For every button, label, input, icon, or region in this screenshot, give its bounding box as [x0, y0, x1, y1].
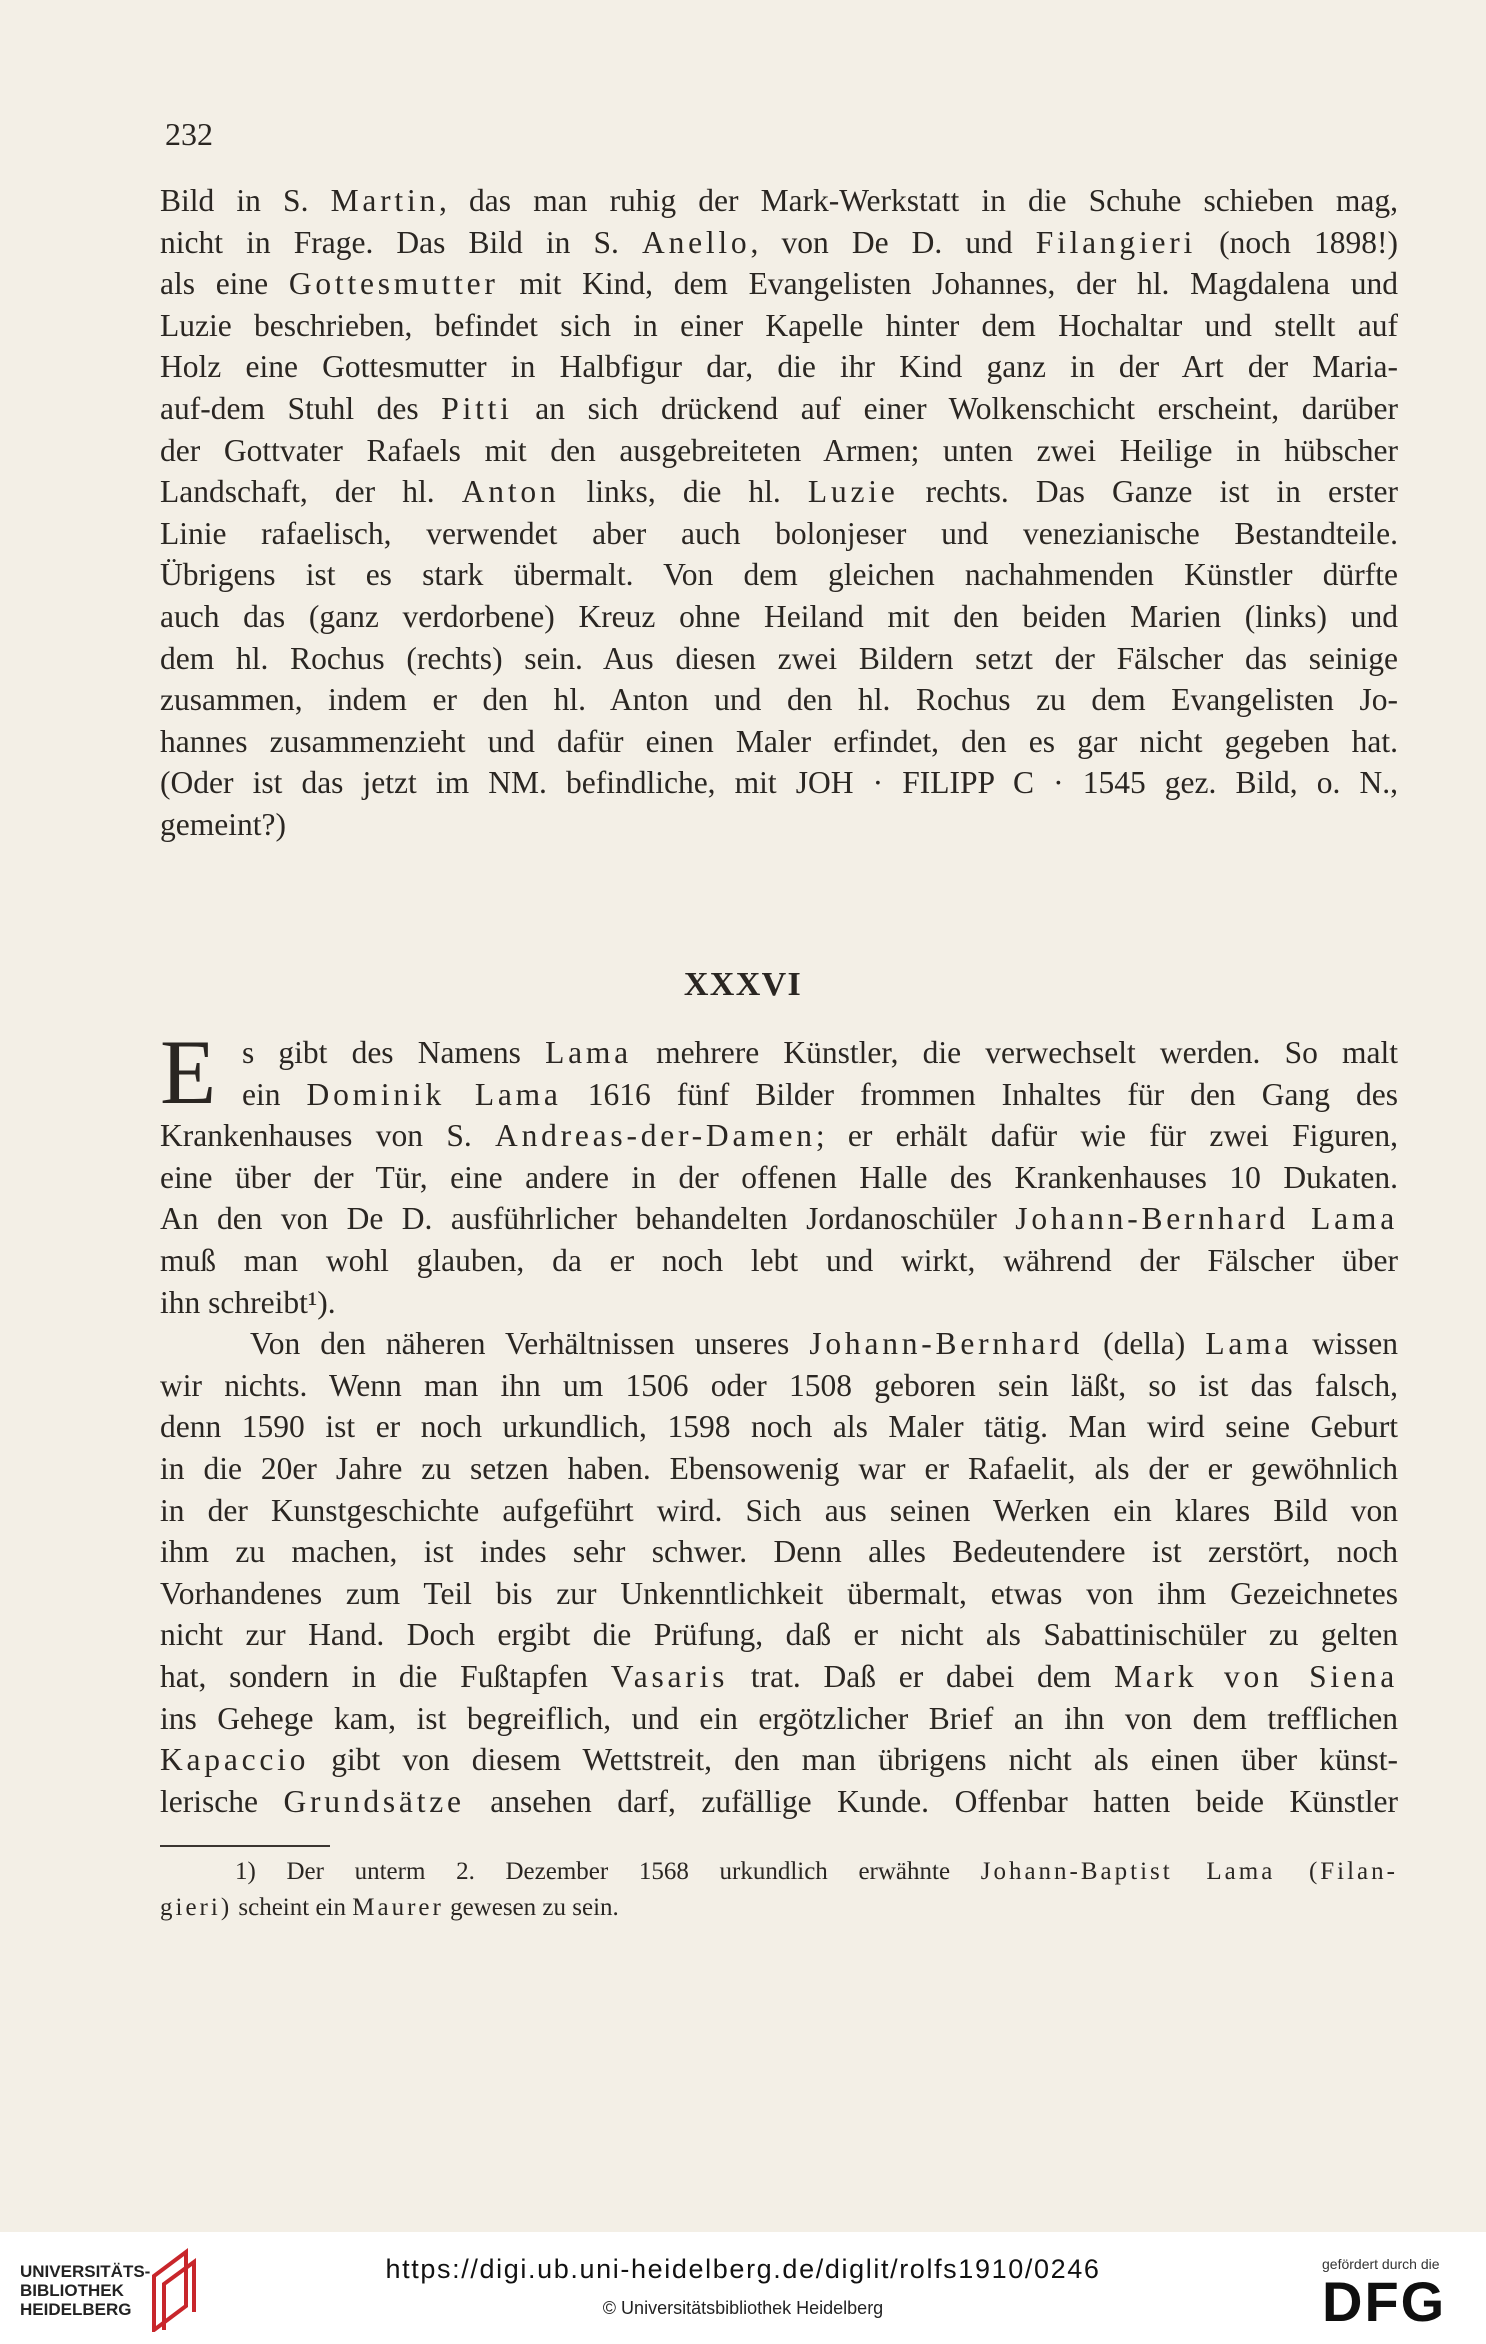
- dfg-logo: DFG: [1322, 2270, 1447, 2333]
- text-line: in der Kunstgeschichte aufgeführt wird. Sich aus seinen Werken ein klares Bild von: [160, 1492, 1398, 1528]
- funder-caption: gefördert durch die: [1322, 2256, 1440, 2272]
- text-line: in die 20er Jahre zu setzen haben. Ebensowenig war er Rafaelit, als der er gewöhnlich: [160, 1450, 1398, 1486]
- text-line: Luzie beschrieben, befindet sich in einer Kapelle hinter dem Hochaltar und stellt auf: [160, 307, 1398, 343]
- spaced-name: Gottesmutter: [288, 266, 499, 302]
- spaced-name: Dominik Lama: [306, 1076, 562, 1112]
- text-line: Vorhandenes zum Teil bis zur Unkenntlichkeit übermalt, etwas von ihm Gezeichnetes: [160, 1575, 1398, 1611]
- text-line: Kapaccio gibt von diesem Wettstreit, den man übrigens nicht als einen über künst-: [160, 1742, 1398, 1778]
- spaced-name: Martin: [330, 183, 440, 218]
- text-line: zusammen, indem er den hl. Anton und den hl. Rochus zu dem Evangelisten Jo-: [160, 682, 1398, 718]
- spaced-name: Andreas-der-Damen: [495, 1118, 816, 1154]
- text-line: auf-dem Stuhl des Pitti an sich drückend auf einer Wolkenschicht erscheint, darüber: [160, 390, 1398, 426]
- spaced-name: Johann-Baptist Lama (Filan-: [980, 1858, 1398, 1885]
- text-line: nicht in Frage. Das Bild in S. Anello, von De D. und Filangieri (noch 1898!): [160, 224, 1398, 260]
- spaced-name: Luzie: [807, 474, 899, 510]
- spaced-name: Maurer: [352, 1894, 444, 1921]
- spaced-name: Grundsätze: [283, 1783, 465, 1819]
- spaced-name: Lama: [1205, 1326, 1293, 1362]
- spaced-name: Anton: [461, 474, 560, 510]
- text-line: auch das (ganz verdorbene) Kreuz ohne Heiland mit den beiden Marien (links) und: [160, 598, 1398, 634]
- spaced-name: gieri): [160, 1894, 233, 1921]
- spaced-name: Pitti: [441, 390, 513, 426]
- text-line: Holz eine Gottesmutter in Halbfigur dar, die ihr Kind ganz in der Art der Maria-: [160, 349, 1398, 385]
- text-line: Landschaft, der hl. Anton links, die hl. Luzie rechts. Das Ganze ist in erster: [160, 474, 1398, 510]
- paragraph-3: [160, 1323, 1398, 1822]
- text-line: denn 1590 ist er noch urkundlich, 1598 noch als Maler tätig. Man wird seine Geburt: [160, 1409, 1398, 1445]
- text-line: Übrigens ist es stark übermalt. Von dem gleichen nachahmenden Künstler dürfte: [160, 557, 1398, 593]
- footnote-rule: [160, 1845, 330, 1847]
- spaced-name: Anello: [642, 224, 751, 260]
- text-line: eine über der Tür, eine andere in der offenen Halle des Krankenhauses 10 Dukaten.: [160, 1159, 1398, 1195]
- text-line: als eine Gottesmutter mit Kind, dem Evangelisten Johannes, der hl. Magdalena und: [160, 266, 1398, 302]
- text-line: s gibt des Namens Lama mehrere Künstler, die verwechselt werden. So malt: [242, 1035, 1398, 1070]
- spaced-name: Mark von Siena: [1114, 1658, 1399, 1694]
- text-line: 1) Der unterm 2. Dezember 1568 urkundlich erwähnte Johann-Baptist Lama (Filan-: [235, 1858, 1398, 1885]
- library-name-line: BIBLIOTHEK: [20, 2281, 124, 2300]
- text-line: Linie rafaelisch, verwendet aber auch bolonjeser und venezianische Bestandteile.: [160, 515, 1398, 551]
- text-line: ihn schreibt¹).: [160, 1284, 336, 1320]
- spaced-name: Filangieri: [1035, 224, 1197, 260]
- text-line: hannes zusammenzieht und dafür einen Maler erfindet, den es gar nicht gegeben hat.: [160, 723, 1398, 759]
- text-line: der Gottvater Rafaels mit den ausgebreiteten Armen; unten zwei Heilige in hübscher: [160, 432, 1398, 468]
- text-line: lerische Grundsätze ansehen darf, zufällige Kunde. Offenbar hatten beide Künstler: [160, 1783, 1398, 1819]
- footnote: [160, 1854, 1398, 1926]
- spaced-name: Johann-Bernhard: [809, 1326, 1083, 1362]
- text-line: Bild in S. Martin, das man ruhig der Mark-Werkstatt in die Schuhe schieben mag,: [160, 183, 1398, 218]
- text-line: ein Dominik Lama 1616 fünf Bilder frommen Inhaltes für den Gang des: [242, 1076, 1398, 1112]
- text-line: Krankenhauses von S. Andreas-der-Damen; er erhält dafür wie für zwei Figuren,: [160, 1118, 1398, 1154]
- text-line: hat, sondern in die Fußtapfen Vasaris trat. Daß er dabei dem Mark von Siena: [160, 1658, 1399, 1694]
- text-line: ins Gehege kam, ist begreiflich, und ein ergötzlicher Brief an ihn von dem trefflichen: [160, 1700, 1398, 1736]
- section-heading: XXXVI: [683, 966, 803, 1003]
- spaced-name: Vasaris: [610, 1658, 729, 1694]
- text-line: dem hl. Rochus (rechts) sein. Aus diesen zwei Bildern setzt der Fälscher das seinige: [160, 640, 1398, 676]
- text-line: wir nichts. Wenn man ihn um 1506 oder 1508 geboren sein läßt, so ist das falsch,: [160, 1367, 1398, 1403]
- library-name-line: UNIVERSITÄTS-: [20, 2262, 151, 2281]
- page-number: 232: [165, 116, 213, 152]
- footer-bar: [0, 2232, 1486, 2344]
- text-line: (Oder ist das jetzt im NM. befindliche, mit JOH · FILIPP C · 1545 gez. Bild, o. N.,: [160, 765, 1398, 801]
- text-line: muß man wohl glauben, da er noch lebt und wirkt, während der Fälscher über: [160, 1242, 1398, 1278]
- text-line: Von den näheren Verhältnissen unseres Johann-Bernhard (della) Lama wissen: [250, 1326, 1399, 1362]
- spaced-name: Kapaccio: [160, 1742, 310, 1778]
- paragraph-1: [160, 180, 1398, 846]
- text-line: An den von De D. ausführlicher behandelten Jordanoschüler Johann-Bernhard Lama: [160, 1201, 1398, 1237]
- page-url-link[interactable]: https://digi.ub.uni-heidelberg.de/diglit/rolfs1910/0246: [385, 2254, 1101, 2284]
- text-line: nicht zur Hand. Doch ergibt die Prüfung, daß er nicht als Sabattinischüler zu gelten: [160, 1617, 1398, 1653]
- copyright-notice: © Universitätsbibliothek Heidelberg: [602, 2298, 884, 2318]
- paragraph-2: [160, 1032, 1398, 1822]
- spaced-name: Lama: [545, 1035, 632, 1070]
- text-line: ihm zu machen, ist indes sehr schwer. Denn alles Bedeutendere ist zerstört, noch: [160, 1534, 1398, 1570]
- text-line: gemeint?): [160, 806, 286, 842]
- drop-cap: E: [160, 1021, 217, 1123]
- spaced-name: Johann-Bernhard Lama: [1015, 1201, 1398, 1237]
- text-line: gieri) scheint ein Maurer gewesen zu sein.: [160, 1894, 619, 1921]
- library-name-line: HEIDELBERG: [20, 2300, 132, 2319]
